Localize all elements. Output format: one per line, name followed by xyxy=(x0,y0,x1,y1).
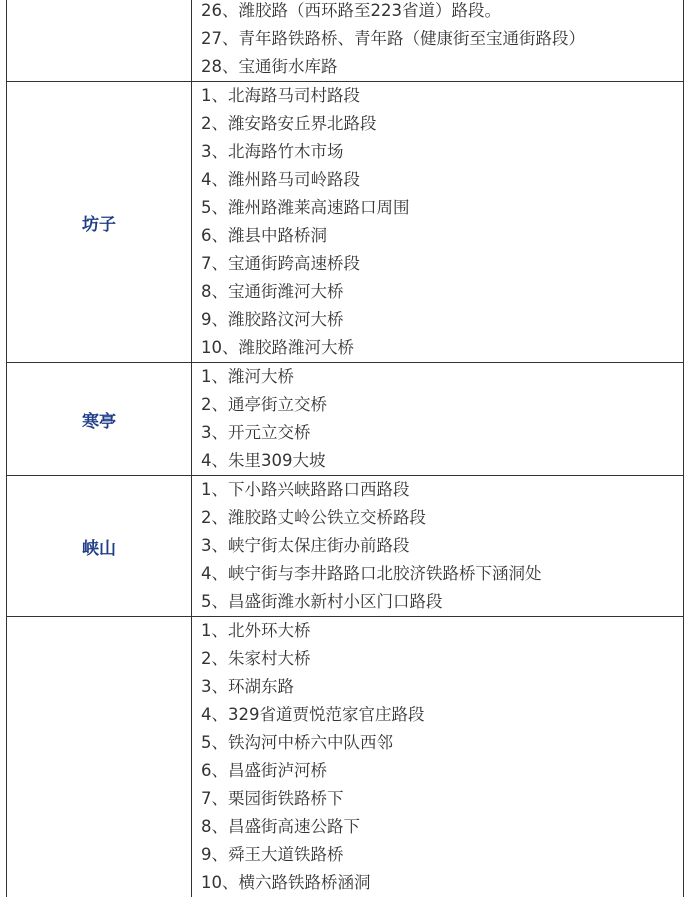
list-item: 4、潍州路马司岭路段 xyxy=(201,170,360,189)
road-list xyxy=(192,82,683,362)
list-item: 27、青年路铁路桥、青年路（健康街至宝通街路段） xyxy=(201,29,585,48)
list-item: 2、潍安路安丘界北路段 xyxy=(201,114,377,133)
list-item: 1、北外环大桥 xyxy=(201,621,311,640)
list-item: 1、下小路兴峡路路口西路段 xyxy=(201,480,410,499)
district-cell: 峡山 xyxy=(7,476,192,616)
list-item: 2、潍胶路丈岭公铁立交桥路段 xyxy=(201,508,426,527)
table-row-hanting xyxy=(7,363,683,476)
list-item: 28、宝通街水库路 xyxy=(201,57,338,76)
list-item: 10、横六路铁路桥涵洞 xyxy=(201,873,371,892)
list-item: 3、峡宁街太保庄街办前路段 xyxy=(201,536,410,555)
list-item: 1、潍河大桥 xyxy=(201,367,294,386)
district-cell xyxy=(7,617,192,897)
list-item: 6、潍县中路桥洞 xyxy=(201,226,327,245)
list-item: 5、昌盛街潍水新村小区门口路段 xyxy=(201,592,443,611)
list-item: 2、通亭街立交桥 xyxy=(201,395,327,414)
table-row-fangzi xyxy=(7,82,683,363)
list-item: 1、北海路马司村路段 xyxy=(201,86,360,105)
district-cell: 寒亭 xyxy=(7,363,192,475)
list-item: 8、昌盛街高速公路下 xyxy=(201,817,360,836)
table-row-unnamed xyxy=(7,617,683,897)
list-item: 26、潍胶路（西环路至223省道）路段。 xyxy=(201,1,501,20)
list-item: 3、北海路竹木市场 xyxy=(201,142,344,161)
list-item: 5、潍州路潍莱高速路口周围 xyxy=(201,198,410,217)
list-item: 5、铁沟河中桥六中队西邻 xyxy=(201,733,393,752)
road-section-table xyxy=(6,0,684,897)
list-item: 8、宝通街潍河大桥 xyxy=(201,282,344,301)
list-item: 7、宝通街跨高速桥段 xyxy=(201,254,360,273)
list-item: 4、朱里309大坡 xyxy=(201,451,326,470)
road-list xyxy=(192,476,683,616)
road-list xyxy=(192,617,683,897)
list-item: 9、舜王大道铁路桥 xyxy=(201,845,344,864)
list-item: 10、潍胶路潍河大桥 xyxy=(201,338,354,357)
list-item: 2、朱家村大桥 xyxy=(201,649,311,668)
list-item: 6、昌盛街泸河桥 xyxy=(201,761,327,780)
road-list xyxy=(192,363,683,475)
table-row-xiashan xyxy=(7,476,683,617)
district-cell xyxy=(7,0,192,81)
road-list xyxy=(192,0,683,81)
list-item: 4、329省道贾悦范家官庄路段 xyxy=(201,705,425,724)
table-row-continued xyxy=(7,0,683,82)
list-item: 7、栗园街铁路桥下 xyxy=(201,789,344,808)
list-item: 3、开元立交桥 xyxy=(201,423,311,442)
district-cell: 坊子 xyxy=(7,82,192,362)
list-item: 9、潍胶路汶河大桥 xyxy=(201,310,344,329)
list-item: 4、峡宁街与李井路路口北胶济铁路桥下涵洞处 xyxy=(201,564,542,583)
list-item: 3、环湖东路 xyxy=(201,677,294,696)
